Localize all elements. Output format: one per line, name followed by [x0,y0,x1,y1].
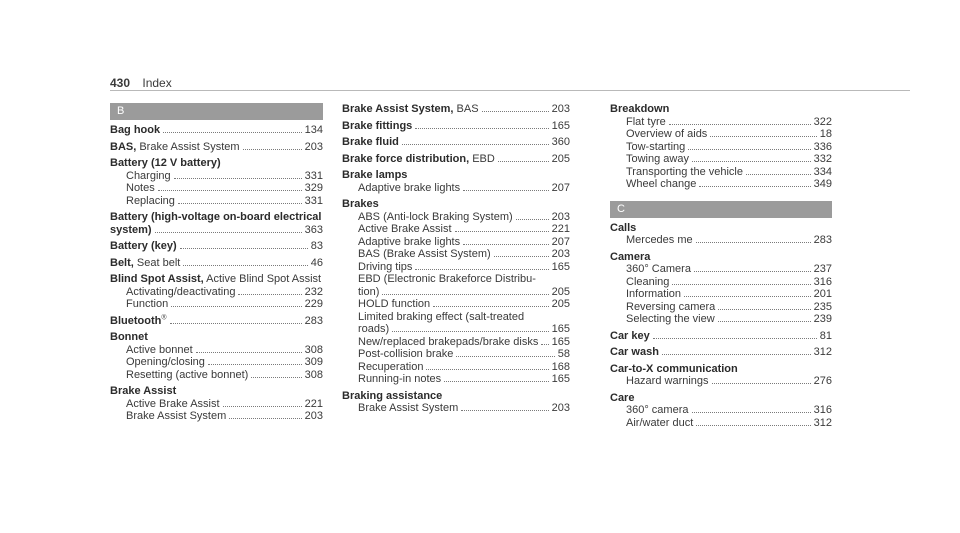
index-heading-braking-assistance [342,390,570,403]
entry-label: Adaptive brake lights [358,181,461,194]
page-ref: 332 [813,153,832,165]
leader-dots [712,383,811,384]
page-header [110,76,172,90]
letter-heading-b: B [110,103,323,120]
index-entry-bas[interactable] [110,141,323,154]
page-ref: 308 [304,368,323,381]
leader-dots [243,149,302,150]
entry-label: Charging [126,169,171,182]
page-ref: 201 [813,288,832,300]
entry-label: Battery (12 V battery) [110,157,221,169]
index-subentry[interactable] [610,301,832,314]
page-number: 430 [110,76,131,90]
entry-label: ABS (Anti-lock Braking System) [358,210,513,223]
index-heading-breakdown [610,103,832,116]
entry-label: Brake fluid [342,136,399,148]
leader-dots [163,132,302,133]
index-entry-brake-force[interactable] [342,153,570,166]
page-ref: 237 [813,263,832,275]
entry-label: Brake Assist System [358,402,459,414]
page-ref: 232 [304,285,323,298]
entry-label: Replacing [126,194,175,207]
index-subentry[interactable] [610,263,832,276]
index-heading-blind-spot: Blind Spot Assist, Active Blind Spot Assist [110,273,322,285]
index-subentry[interactable] [342,336,570,349]
index-subentry[interactable] [610,141,832,154]
entry-label: Brake force distribution, [342,152,470,165]
leader-dots [382,294,548,295]
entry-label [110,141,240,154]
entry-label: Belt, Seat belt [110,256,181,269]
entry-label: Transporting the vehicle [626,165,743,178]
entry-label: HOLD function [358,298,431,310]
index-heading-car-to-x [610,363,832,376]
entry-label [610,330,650,343]
page-ref: 334 [813,165,832,178]
entry-label: Adaptive brake lights [358,235,461,248]
page-ref: 165 [551,119,570,132]
leader-dots [158,190,302,191]
leader-dots [696,425,810,426]
leader-dots [461,410,548,411]
index-subentry[interactable] [610,417,832,430]
page-ref: 165 [551,323,570,335]
leader-dots [669,124,811,125]
index-heading-brake-assist [110,385,323,398]
leader-dots [223,406,302,407]
index-subentry[interactable] [110,195,323,208]
entry-label: ® [161,313,167,321]
entry-label: Belt, [110,256,134,269]
entry-label: Running-in notes [358,373,442,385]
page-ref: 312 [813,416,832,429]
entry-label [342,120,412,133]
index-subentry[interactable] [342,402,570,415]
index-column-3 [610,103,832,429]
entry-label: Brake lamps [342,169,408,181]
leader-dots [498,161,549,162]
entry-label: Selecting the view [626,313,715,325]
entry-label: Post-collision brake [358,348,454,360]
leader-dots [392,331,548,332]
leader-dots [718,321,811,322]
page-title: Index [142,76,172,90]
index-entry-bag-hook[interactable] [110,124,323,137]
leader-dots [672,284,810,285]
index-subentry[interactable] [610,313,832,326]
page-ref: 18 [819,128,832,140]
index-subentry-text: Limited braking effect (salt-treated [358,310,525,323]
leader-dots [688,149,810,150]
entry-label: BAS, [110,140,137,153]
entry-label: Brakes [342,198,379,210]
leader-dots [463,190,549,191]
page-ref: 83 [310,240,323,252]
page-ref: 205 [551,298,570,310]
index-subentry[interactable] [342,236,570,249]
entry-label: New/replaced brakepads/brake disks [358,335,539,348]
leader-dots [463,244,549,245]
entry-label [110,240,177,253]
index-subentry[interactable] [342,323,570,336]
page-ref: 46 [310,256,323,269]
page-ref: 331 [304,194,323,207]
page-ref: 235 [813,300,832,313]
index-subentry[interactable] [610,404,832,417]
page-ref: 329 [304,182,323,194]
page-ref: 312 [813,346,832,358]
page-ref: 360 [551,136,570,148]
entry-label: Hazard warnings [626,375,709,387]
index-entry-bluetooth[interactable] [110,315,323,328]
leader-dots [684,296,811,297]
index-subentry[interactable] [342,286,570,299]
index-entry-belt[interactable] [110,257,323,270]
entry-label: Blind Spot Assist, [110,273,204,285]
index-subentry-text: EBD (Electronic Brakeforce Distribu- [358,273,536,285]
entry-label: roads) [358,323,390,335]
entry-label: Bonnet [110,331,148,343]
entry-label: Car-to-X communication [610,362,738,375]
page-ref: 221 [551,223,570,235]
index-subentry[interactable] [110,369,323,382]
entry-label: Mercedes me [626,234,693,246]
entry-label: Breakdown [610,103,670,115]
entry-label: Driving tips [358,260,413,273]
letter-heading-c: C [610,201,832,218]
index-heading-battery-12v [110,157,323,170]
page-ref: 165 [551,335,570,348]
entry-label: Resetting (active bonnet) [126,368,249,381]
index-subentry[interactable] [610,288,832,301]
page-ref: 203 [304,410,323,422]
index-subentry[interactable] [610,128,832,141]
entry-label: Active bonnet [126,343,193,356]
page-ref: 331 [304,169,323,182]
page-ref: 349 [813,178,832,190]
leader-dots [694,271,811,272]
index-subentry[interactable] [610,375,832,388]
index-entry-car-key[interactable] [610,330,832,343]
index-entry-brake-fittings[interactable] [342,120,570,133]
leader-dots [196,352,302,353]
page-ref: 203 [551,248,570,260]
entry-label: Towing away [626,153,689,165]
index-subentry[interactable] [110,410,323,423]
entry-label: Recuperation [358,360,424,373]
page-ref: 168 [551,360,570,373]
page-ref: 203 [304,140,323,153]
entry-label [110,224,152,237]
index-entry-battery-key[interactable] [110,240,323,253]
leader-dots [155,232,302,233]
entry-label: Car key [610,329,650,342]
leader-dots [494,256,549,257]
entry-label: 360° Camera [626,263,691,275]
leader-dots [653,338,817,339]
entry-label: Tow-starting [626,140,686,153]
leader-dots [746,174,811,175]
index-subentry[interactable] [110,182,323,195]
entry-label: Opening/closing [126,356,205,368]
entry-label: Brake Assist System, [342,103,454,115]
index-subentry[interactable] [610,178,832,191]
leader-dots [710,136,816,137]
leader-dots [433,306,548,307]
index-heading-camera [610,251,832,264]
page-ref: 336 [813,140,832,153]
leader-dots [696,242,811,243]
page-ref: 309 [304,356,323,368]
page-ref: 207 [551,181,570,194]
entry-label: Flat tyre [626,115,666,128]
index-subentry[interactable] [110,398,323,411]
page-ref: 205 [551,152,570,165]
leader-dots [171,306,301,307]
page-ref: 322 [813,115,832,128]
page-ref: 205 [551,285,570,298]
index-subentry[interactable] [610,166,832,179]
index-entry-brake-fluid[interactable] [342,136,570,149]
page-ref: 316 [813,404,832,416]
entry-label: Air/water duct [626,416,694,429]
entry-label: Active Brake Assist [126,397,220,410]
index-subentry[interactable] [610,153,832,166]
entry-label [610,346,659,359]
entry-label: Care [610,391,635,404]
index-heading-brake-lamps [342,169,570,182]
entry-label: Cleaning [626,275,670,288]
index-subentry[interactable] [342,373,570,386]
entry-label: Battery (high-voltage on-board electrical [110,211,322,223]
leader-dots [238,294,301,295]
leader-dots [415,269,548,270]
page-ref: 203 [551,103,570,115]
index-subentry[interactable] [342,182,570,195]
index-subentry[interactable] [342,211,570,224]
leader-dots [180,248,308,249]
page-ref: 239 [813,313,832,325]
entry-label: Activating/deactivating [126,285,236,298]
entry-label [342,136,399,149]
page-ref: 221 [304,397,323,410]
entry-label: Camera [610,250,651,263]
leader-dots [541,344,548,345]
index-subentry[interactable] [110,344,323,357]
page-ref: 58 [557,348,570,360]
index-column-2 [342,103,570,415]
index-heading-calls [610,222,832,235]
entry-label: tion) [358,285,380,298]
page-ref: 316 [813,275,832,288]
index-subentry[interactable] [342,361,570,374]
index-subentry[interactable] [610,234,832,247]
index-entry-bas-system[interactable] [342,103,570,116]
leader-dots [426,369,548,370]
index-subentry[interactable] [610,276,832,289]
entry-label: Information [626,288,682,300]
index-subentry[interactable] [342,298,570,311]
leader-dots [699,186,810,187]
leader-dots [482,111,549,112]
index-subentry[interactable] [110,298,323,311]
leader-dots [415,128,548,129]
index-heading-bonnet [110,331,323,344]
index-heading-brakes [342,198,570,211]
entry-label: Bluetooth [110,314,162,327]
entry-label [110,315,167,328]
leader-dots [444,381,548,382]
entry-label: Active Brake Assist [358,223,452,235]
index-subentry[interactable] [342,248,570,261]
leader-dots [229,418,301,419]
page-ref: 276 [813,375,832,387]
leader-dots [183,265,307,266]
entry-label: 360° camera [626,404,689,416]
index-subentry[interactable] [110,356,323,369]
page-ref: 81 [819,329,832,342]
page-ref: 165 [551,373,570,385]
page-ref: 363 [304,223,323,236]
page-ref: 308 [304,343,323,356]
entry-label: Car wash [610,346,659,358]
leader-dots [251,377,301,378]
entry-label: Battery (key) [110,240,177,252]
entry-label: system) [110,223,152,236]
entry-label: Calls [610,221,637,234]
entry-label: Braking assistance [342,389,443,402]
leader-dots [456,356,554,357]
index-subentry[interactable] [342,261,570,274]
index-entry-car-wash[interactable] [610,346,832,359]
index-subentry[interactable] [110,286,323,299]
entry-label: Bag hook [110,124,161,136]
page-ref: 165 [551,260,570,273]
entry-label: Function [126,298,169,310]
entry-label: Wheel change [626,178,697,190]
index-heading-battery-hv [110,211,323,224]
leader-dots [455,231,549,232]
entry-label: Brake Assist [110,385,177,397]
leader-dots [718,309,810,310]
entry-label: Brake Assist System, BAS [342,103,479,115]
entry-label: Brake force distribution, EBD [342,152,495,165]
leader-dots [692,161,811,162]
page-ref: 207 [551,235,570,248]
leader-dots [516,219,549,220]
entry-sublabel: Brake Assist System [136,140,240,153]
entry-label: Brake Assist System [126,410,227,422]
index-subentry[interactable] [610,116,832,129]
page-ref: 203 [551,210,570,223]
page-ref: 283 [304,314,323,327]
leader-dots [174,178,302,179]
leader-dots [178,203,302,204]
leader-dots [208,364,302,365]
entry-label [110,124,160,137]
entry-label: Brake fittings [342,119,413,132]
leader-dots [402,144,549,145]
index-subentry[interactable] [342,348,570,361]
entry-label: Notes [126,182,155,194]
page-ref: 134 [304,124,323,136]
entry-label: Overview of aids [626,128,708,140]
leader-dots [692,412,811,413]
index-entry-battery-hv[interactable] [110,224,323,237]
index-subentry[interactable] [342,223,570,236]
leader-dots [170,323,302,324]
entry-label: BAS (Brake Assist System) [358,248,491,260]
entry-label: Reversing camera [626,300,716,313]
page-ref: 283 [813,234,832,246]
index-heading-care [610,392,832,405]
index-column-1 [110,103,323,423]
header-divider [110,90,910,91]
page-ref: 229 [304,298,323,310]
page-ref: 203 [551,402,570,414]
leader-dots [662,354,811,355]
index-subentry[interactable] [110,170,323,183]
